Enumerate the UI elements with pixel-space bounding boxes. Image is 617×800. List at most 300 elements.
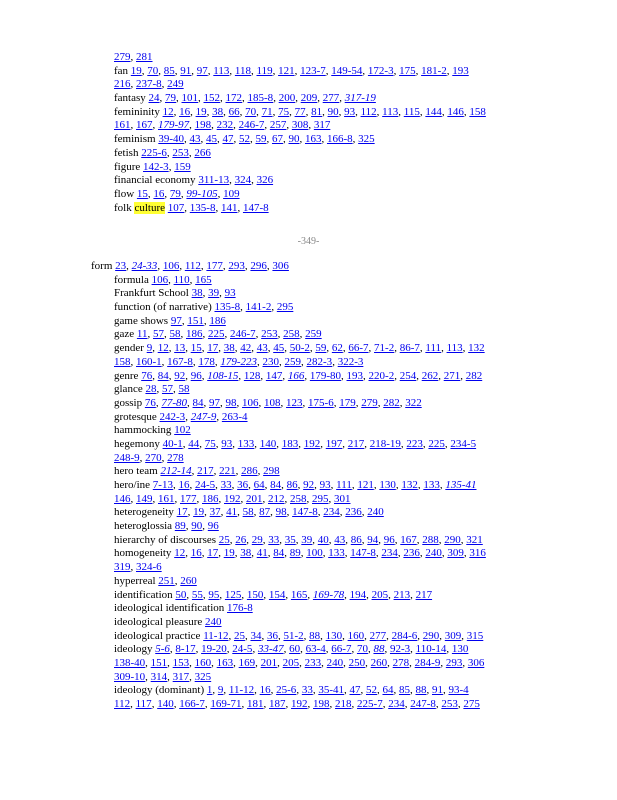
page-ref-link[interactable]: 117 <box>135 698 152 710</box>
page-ref-link[interactable]: 75 <box>278 105 290 118</box>
page-ref-link[interactable]: 165 <box>290 588 308 601</box>
page-ref-link[interactable]: 284-6 <box>391 629 418 642</box>
page-ref-link[interactable]: 102 <box>174 424 191 437</box>
page-ref-link[interactable]: 260 <box>370 656 388 669</box>
page-ref-link[interactable]: 187 <box>269 698 286 710</box>
page-ref-link[interactable]: 179-223 <box>220 355 258 368</box>
page-ref-link[interactable]: 290 <box>422 629 440 642</box>
page-ref-link[interactable]: 167 <box>136 119 153 132</box>
page-ref-link[interactable]: 91 <box>431 684 443 697</box>
page-ref-link[interactable]: 84 <box>157 369 169 382</box>
page-ref-link[interactable]: 240 <box>205 615 222 628</box>
page-ref-link[interactable]: 63-4 <box>305 643 326 656</box>
page-ref-link[interactable]: 93-4 <box>448 684 469 697</box>
page-ref-link[interactable]: 146 <box>114 492 131 505</box>
page-ref-link[interactable]: 248-9 <box>114 451 140 464</box>
page-ref-link[interactable]: 86 <box>286 479 298 491</box>
page-ref-link[interactable]: 59 <box>255 133 267 146</box>
page-ref-link[interactable]: 50-2 <box>289 342 310 355</box>
page-ref-link[interactable]: 11-12 <box>228 684 255 697</box>
page-ref-link[interactable]: 240 <box>367 506 384 519</box>
page-ref-link[interactable]: 33 <box>268 533 280 546</box>
page-ref-link[interactable]: 77 <box>294 105 306 118</box>
page-ref-link[interactable]: 108 <box>264 396 281 409</box>
page-ref-link[interactable]: 86-7 <box>399 342 420 355</box>
page-ref-link[interactable]: 295 <box>312 492 329 505</box>
page-ref-link[interactable]: 98 <box>275 506 287 519</box>
page-ref-link[interactable]: 324-6 <box>136 561 162 574</box>
page-ref-link[interactable]: 96 <box>190 369 202 382</box>
page-ref-link[interactable]: 282 <box>383 396 400 409</box>
page-ref-link[interactable]: 70 <box>356 643 368 656</box>
page-ref-link[interactable]: 109 <box>223 187 240 200</box>
page-ref-link[interactable]: 217 <box>415 588 433 601</box>
page-ref-link[interactable]: 282-3 <box>306 355 333 368</box>
page-ref-link[interactable]: 271 <box>443 369 461 382</box>
page-ref-link[interactable]: 236 <box>403 547 420 560</box>
page-ref-link[interactable]: 88 <box>415 684 427 697</box>
page-ref-link[interactable]: 295 <box>276 301 294 314</box>
page-ref-link[interactable]: 33-47 <box>257 643 284 656</box>
page-ref-link[interactable]: 153 <box>172 656 190 669</box>
page-ref-link[interactable]: 58 <box>242 506 254 519</box>
page-ref-link[interactable]: 9 <box>217 684 224 697</box>
page-ref-link[interactable]: 121 <box>278 64 295 77</box>
page-ref-link[interactable]: 96 <box>207 520 219 533</box>
page-ref-link[interactable]: 311-13 <box>198 174 230 187</box>
page-ref-link[interactable]: 175 <box>399 64 416 77</box>
page-ref-link[interactable]: 66-7 <box>331 643 352 656</box>
page-ref-link[interactable]: 66-7 <box>348 342 369 355</box>
page-ref-link[interactable]: 24-33 <box>131 260 158 272</box>
page-ref-link[interactable]: 79 <box>165 92 177 105</box>
page-ref-link[interactable]: 130 <box>379 479 396 491</box>
page-ref-link[interactable]: 121 <box>357 479 374 491</box>
page-ref-link[interactable]: 39 <box>301 533 313 546</box>
page-ref-link[interactable]: 97 <box>196 64 208 77</box>
page-ref-link[interactable]: 218 <box>335 698 352 710</box>
page-ref-link[interactable]: 41 <box>226 506 238 519</box>
page-ref-link[interactable]: 177 <box>180 492 197 505</box>
page-ref-link[interactable]: 234 <box>323 506 340 519</box>
page-ref-link[interactable]: 67 <box>271 133 283 146</box>
page-ref-link[interactable]: 13 <box>174 342 186 355</box>
page-ref-link[interactable]: 16 <box>153 187 165 200</box>
page-ref-link[interactable]: 135-41 <box>445 479 477 491</box>
page-ref-link[interactable]: 205 <box>371 588 389 601</box>
page-ref-link[interactable]: 45 <box>205 133 217 146</box>
page-ref-link[interactable]: 181-2 <box>421 64 447 77</box>
page-ref-link[interactable]: 309-10 <box>114 670 146 683</box>
page-ref-link[interactable]: 247-9 <box>190 410 217 423</box>
page-ref-link[interactable]: 87 <box>259 506 271 519</box>
page-ref-link[interactable]: 33 <box>301 684 313 697</box>
page-ref-link[interactable]: 200 <box>278 92 296 105</box>
page-ref-link[interactable]: 152 <box>203 92 221 105</box>
page-ref-link[interactable]: 279 <box>114 51 131 63</box>
page-ref-link[interactable]: 59 <box>315 342 327 355</box>
page-ref-link[interactable]: 147 <box>265 369 283 382</box>
page-ref-link[interactable]: 277 <box>322 92 340 105</box>
page-ref-link[interactable]: 324 <box>234 174 252 187</box>
page-ref-link[interactable]: 326 <box>256 174 274 187</box>
page-ref-link[interactable]: 25 <box>233 629 245 642</box>
page-ref-link[interactable]: 25-6 <box>276 684 297 697</box>
page-ref-link[interactable]: 309 <box>447 547 464 560</box>
page-ref-link[interactable]: 113 <box>446 342 463 355</box>
page-ref-link[interactable]: 62 <box>331 342 343 355</box>
page-ref-link[interactable]: 43 <box>256 342 268 355</box>
page-ref-link[interactable]: 43 <box>334 533 346 546</box>
page-ref-link[interactable]: 232 <box>216 119 234 132</box>
page-ref-link[interactable]: 85 <box>398 684 410 697</box>
page-ref-link[interactable]: 186 <box>202 492 219 505</box>
page-ref-link[interactable]: 325 <box>194 670 212 683</box>
page-ref-link[interactable]: 140 <box>259 437 277 450</box>
page-ref-link[interactable]: 193 <box>346 369 364 382</box>
page-ref-link[interactable]: 57 <box>161 383 173 396</box>
page-ref-link[interactable]: 93 <box>344 105 356 118</box>
page-ref-link[interactable]: 259 <box>284 355 302 368</box>
page-ref-link[interactable]: 175-6 <box>308 396 334 409</box>
page-ref-link[interactable]: 19-20 <box>201 643 227 656</box>
page-ref-link[interactable]: 158 <box>114 355 131 368</box>
page-ref-link[interactable]: 166-8 <box>326 133 353 146</box>
page-ref-link[interactable]: 176-8 <box>227 602 253 615</box>
page-ref-link[interactable]: 314 <box>150 670 168 683</box>
page-ref-link[interactable]: 93 <box>319 479 331 491</box>
page-ref-link[interactable]: 1 <box>206 684 213 697</box>
page-ref-link[interactable]: 281 <box>136 51 153 63</box>
page-ref-link[interactable]: 36 <box>266 629 278 642</box>
page-ref-link[interactable]: 293 <box>445 656 463 669</box>
page-ref-link[interactable]: 60 <box>289 643 301 656</box>
page-ref-link[interactable]: 167 <box>400 533 417 546</box>
page-ref-link[interactable]: 306 <box>272 260 289 272</box>
page-ref-link[interactable]: 251 <box>158 574 175 587</box>
page-ref-link[interactable]: 159 <box>174 160 191 173</box>
page-ref-link[interactable]: 64 <box>382 684 394 697</box>
page-ref-link[interactable]: 160 <box>347 629 365 642</box>
page-ref-link[interactable]: 35-41 <box>318 684 344 697</box>
page-ref-link[interactable]: 217 <box>347 437 365 450</box>
page-ref-link[interactable]: 106 <box>151 273 169 286</box>
page-ref-link[interactable]: 17 <box>207 547 219 560</box>
page-ref-link[interactable]: 9 <box>146 342 153 355</box>
page-ref-link[interactable]: 92 <box>303 479 315 491</box>
page-ref-link[interactable]: 84 <box>270 479 282 491</box>
page-ref-link[interactable]: 163 <box>216 656 234 669</box>
page-ref-link[interactable]: 234 <box>381 547 398 560</box>
page-ref-link[interactable]: 39 <box>208 287 220 300</box>
page-ref-link[interactable]: 76 <box>141 369 153 382</box>
page-ref-link[interactable]: 179 <box>339 396 356 409</box>
page-ref-link[interactable]: 258 <box>290 492 307 505</box>
page-ref-link[interactable]: 172-3 <box>367 64 394 77</box>
page-ref-link[interactable]: 290 <box>444 533 461 546</box>
page-ref-link[interactable]: 209 <box>300 92 318 105</box>
page-ref-link[interactable]: 161 <box>158 492 175 505</box>
page-ref-link[interactable]: 161 <box>114 119 131 132</box>
page-ref-link[interactable]: 76 <box>144 396 156 409</box>
page-ref-link[interactable]: 319 <box>114 561 131 574</box>
page-ref-link[interactable]: 220-2 <box>368 369 395 382</box>
page-ref-link[interactable]: 71-2 <box>374 342 395 355</box>
page-ref-link[interactable]: 84 <box>273 547 285 560</box>
page-ref-link[interactable]: 160-1 <box>136 355 162 368</box>
page-ref-link[interactable]: 115 <box>403 105 420 118</box>
page-ref-link[interactable]: 110 <box>173 273 190 286</box>
page-ref-link[interactable]: 309 <box>444 629 462 642</box>
page-ref-link[interactable]: 193 <box>452 64 469 77</box>
page-ref-link[interactable]: 106 <box>162 260 180 272</box>
page-ref-link[interactable]: 242-3 <box>159 410 186 423</box>
page-ref-link[interactable]: 257 <box>269 119 287 132</box>
page-ref-link[interactable]: 16 <box>179 105 191 118</box>
page-ref-link[interactable]: 92 <box>174 369 186 382</box>
page-ref-link[interactable]: 58 <box>178 383 190 396</box>
page-ref-link[interactable]: 81 <box>311 105 323 118</box>
page-ref-link[interactable]: 179-80 <box>309 369 342 382</box>
page-ref-link[interactable]: 57 <box>153 328 164 341</box>
page-ref-link[interactable]: 322 <box>405 396 422 409</box>
page-ref-link[interactable]: 213 <box>393 588 411 601</box>
page-ref-link[interactable]: 12 <box>162 105 174 118</box>
page-ref-link[interactable]: 17 <box>207 342 219 355</box>
page-ref-link[interactable]: 146 <box>447 105 464 118</box>
page-ref-link[interactable]: 55 <box>191 588 203 601</box>
page-ref-link[interactable]: 36 <box>237 479 249 491</box>
page-ref-link[interactable]: 138-40 <box>114 656 146 669</box>
page-ref-link[interactable]: 19 <box>223 547 235 560</box>
page-ref-link[interactable]: 183 <box>281 437 299 450</box>
page-ref-link[interactable]: 163 <box>304 133 322 146</box>
page-ref-link[interactable]: 186 <box>186 328 203 341</box>
page-ref-link[interactable]: 321 <box>466 533 483 546</box>
page-ref-link[interactable]: 254 <box>399 369 417 382</box>
page-ref-link[interactable]: 234 <box>388 698 405 710</box>
page-ref-link[interactable]: 12 <box>174 547 186 560</box>
page-ref-link[interactable]: 111 <box>425 342 442 355</box>
page-ref-link[interactable]: 16 <box>259 684 271 697</box>
page-ref-link[interactable]: 192 <box>303 437 321 450</box>
page-ref-link[interactable]: 70 <box>147 64 159 77</box>
page-ref-link[interactable]: 77-80 <box>161 396 188 409</box>
page-ref-link[interactable]: 250 <box>348 656 366 669</box>
page-ref-link[interactable]: 284-9 <box>414 656 441 669</box>
page-ref-link[interactable]: 34 <box>250 629 262 642</box>
page-ref-link[interactable]: 253 <box>441 698 458 710</box>
page-ref-link[interactable]: 93 <box>221 437 233 450</box>
page-ref-link[interactable]: 93 <box>224 287 236 300</box>
page-ref-link[interactable]: 51-2 <box>283 629 304 642</box>
page-ref-link[interactable]: 101 <box>181 92 199 105</box>
page-ref-link[interactable]: 70 <box>245 105 257 118</box>
page-ref-link[interactable]: 37 <box>209 506 221 519</box>
page-ref-link[interactable]: 150 <box>246 588 264 601</box>
page-ref-link[interactable]: 141 <box>220 201 238 214</box>
page-ref-link[interactable]: 88 <box>373 643 385 656</box>
page-ref-link[interactable]: 112 <box>184 260 201 272</box>
page-ref-link[interactable]: 158 <box>469 105 486 118</box>
page-ref-link[interactable]: 38 <box>240 547 252 560</box>
page-ref-link[interactable]: 140 <box>157 698 174 710</box>
page-ref-link[interactable]: 286 <box>241 465 258 478</box>
page-ref-link[interactable]: 98 <box>225 396 237 409</box>
page-ref-link[interactable]: 58 <box>169 328 181 341</box>
page-ref-link[interactable]: 262 <box>421 369 439 382</box>
page-ref-link[interactable]: 223 <box>406 437 423 450</box>
page-ref-link[interactable]: 233 <box>304 656 322 669</box>
page-ref-link[interactable]: 12 <box>157 342 169 355</box>
page-ref-link[interactable]: 194 <box>349 588 367 601</box>
page-ref-link[interactable]: 306 <box>467 656 485 669</box>
page-ref-link[interactable]: 24-5 <box>194 479 216 491</box>
page-ref-link[interactable]: 91 <box>180 64 192 77</box>
page-ref-link[interactable]: 308 <box>291 119 309 132</box>
page-ref-link[interactable]: 179-97 <box>158 119 190 132</box>
page-ref-link[interactable]: 185-8 <box>247 92 274 105</box>
page-ref-link[interactable]: 112 <box>114 698 131 710</box>
page-ref-link[interactable]: 147-8 <box>242 201 269 214</box>
page-ref-link[interactable]: 25 <box>218 533 230 546</box>
page-ref-link[interactable]: 44 <box>188 437 200 450</box>
page-ref-link[interactable]: 197 <box>325 437 343 450</box>
page-ref-link[interactable]: 142-3 <box>143 160 169 173</box>
page-ref-link[interactable]: 317 <box>313 119 331 132</box>
page-ref-link[interactable]: 16 <box>190 547 202 560</box>
page-ref-link[interactable]: 234-5 <box>450 437 477 450</box>
page-ref-link[interactable]: 236 <box>345 506 362 519</box>
page-ref-link[interactable]: 52 <box>238 133 250 146</box>
page-ref-link[interactable]: 317-19 <box>344 92 376 105</box>
page-ref-link[interactable]: 123-7 <box>300 64 326 77</box>
page-ref-link[interactable]: 111 <box>336 479 352 491</box>
page-ref-link[interactable]: 253 <box>261 328 278 341</box>
page-ref-link[interactable]: 201 <box>246 492 263 505</box>
page-ref-link[interactable]: 133 <box>328 547 345 560</box>
page-ref-link[interactable]: 85 <box>163 64 175 77</box>
page-ref-link[interactable]: 19 <box>193 506 205 519</box>
page-ref-link[interactable]: 135-8 <box>214 301 241 314</box>
page-ref-link[interactable]: 160 <box>194 656 212 669</box>
page-ref-link[interactable]: 151 <box>150 656 168 669</box>
page-ref-link[interactable]: 275 <box>463 698 480 710</box>
page-ref-link[interactable]: 217 <box>197 465 214 478</box>
page-ref-link[interactable]: 90 <box>327 105 339 118</box>
page-ref-link[interactable]: 108-15 <box>207 369 239 382</box>
page-ref-link[interactable]: 296 <box>250 260 267 272</box>
page-ref-link[interactable]: 43 <box>189 133 201 146</box>
page-ref-link[interactable]: 19 <box>195 105 207 118</box>
page-ref-link[interactable]: 263-4 <box>221 410 248 423</box>
page-ref-link[interactable]: 86 <box>350 533 362 546</box>
page-ref-link[interactable]: 11-12 <box>203 629 229 642</box>
page-ref-link[interactable]: 218-19 <box>369 437 401 450</box>
page-ref-link[interactable]: 237-8 <box>136 78 162 91</box>
page-ref-link[interactable]: 52 <box>365 684 377 697</box>
page-ref-link[interactable]: 151 <box>187 314 204 327</box>
page-ref-link[interactable]: 278 <box>167 451 184 464</box>
page-ref-link[interactable]: 133 <box>423 479 440 491</box>
page-ref-link[interactable]: 38 <box>191 287 203 300</box>
page-ref-link[interactable]: 75 <box>204 437 216 450</box>
page-ref-link[interactable]: 253 <box>172 146 189 159</box>
page-ref-link[interactable]: 107 <box>167 201 185 214</box>
page-ref-link[interactable]: 89 <box>174 520 186 533</box>
page-ref-link[interactable]: 246-7 <box>230 328 256 341</box>
page-ref-link[interactable]: 230 <box>262 355 280 368</box>
page-ref-link[interactable]: 47 <box>222 133 234 146</box>
page-ref-link[interactable]: 270 <box>145 451 162 464</box>
page-ref-link[interactable]: 298 <box>263 465 280 478</box>
page-ref-link[interactable]: 169 <box>238 656 256 669</box>
page-ref-link[interactable]: 8-17 <box>175 643 196 656</box>
page-ref-link[interactable]: 225 <box>428 437 445 450</box>
page-ref-link[interactable]: 123 <box>286 396 303 409</box>
page-ref-link[interactable]: 316 <box>469 547 486 560</box>
page-ref-link[interactable]: 23 <box>115 260 127 272</box>
page-ref-link[interactable]: 40-1 <box>162 437 183 450</box>
page-ref-link[interactable]: 181 <box>247 698 264 710</box>
page-ref-link[interactable]: 165 <box>195 273 212 286</box>
page-ref-link[interactable]: 247-8 <box>410 698 436 710</box>
page-ref-link[interactable]: 249 <box>167 78 184 91</box>
page-ref-link[interactable]: 97 <box>170 314 182 327</box>
page-ref-link[interactable]: 169-71 <box>210 698 242 710</box>
page-ref-link[interactable]: 38 <box>223 342 235 355</box>
page-ref-link[interactable]: 15 <box>190 342 202 355</box>
page-ref-link[interactable]: 225 <box>208 328 225 341</box>
page-ref-link[interactable]: 42 <box>240 342 252 355</box>
page-ref-link[interactable]: 301 <box>334 492 351 505</box>
page-ref-link[interactable]: 99-105 <box>186 187 218 200</box>
page-ref-link[interactable]: 178 <box>198 355 215 368</box>
page-ref-link[interactable]: 113 <box>382 105 399 118</box>
page-ref-link[interactable]: 15 <box>136 187 148 200</box>
page-ref-link[interactable]: 279 <box>361 396 378 409</box>
page-ref-link[interactable]: 7-13 <box>152 479 173 491</box>
page-ref-link[interactable]: 172 <box>225 92 243 105</box>
page-ref-link[interactable]: 325 <box>358 133 375 146</box>
page-ref-link[interactable]: 71 <box>261 105 273 118</box>
page-ref-link[interactable]: 322-3 <box>337 355 364 368</box>
page-ref-link[interactable]: 95 <box>208 588 220 601</box>
page-ref-link[interactable]: 106 <box>242 396 259 409</box>
page-ref-link[interactable]: 28 <box>145 383 157 396</box>
page-ref-link[interactable]: 240 <box>326 656 344 669</box>
page-ref-link[interactable]: 169-78 <box>312 588 345 601</box>
page-ref-link[interactable]: 225-7 <box>357 698 383 710</box>
page-ref-link[interactable]: 90 <box>191 520 203 533</box>
page-ref-link[interactable]: 149 <box>136 492 153 505</box>
page-ref-link[interactable]: 119 <box>256 64 273 77</box>
page-ref-link[interactable]: 288 <box>422 533 439 546</box>
page-ref-link[interactable]: 277 <box>369 629 387 642</box>
page-ref-link[interactable]: 128 <box>243 369 261 382</box>
page-ref-link[interactable]: 149-54 <box>331 64 363 77</box>
page-ref-link[interactable]: 125 <box>224 588 242 601</box>
page-ref-link[interactable]: 96 <box>383 533 395 546</box>
page-ref-link[interactable]: 192 <box>224 492 241 505</box>
page-ref-link[interactable]: 39-40 <box>158 133 184 146</box>
page-ref-link[interactable]: 11 <box>136 328 148 341</box>
page-ref-link[interactable]: 79 <box>169 187 181 200</box>
page-ref-link[interactable]: 147-8 <box>350 547 376 560</box>
page-ref-link[interactable]: 16 <box>178 479 190 491</box>
page-ref-link[interactable]: 177 <box>206 260 223 272</box>
page-ref-link[interactable]: 100 <box>306 547 323 560</box>
